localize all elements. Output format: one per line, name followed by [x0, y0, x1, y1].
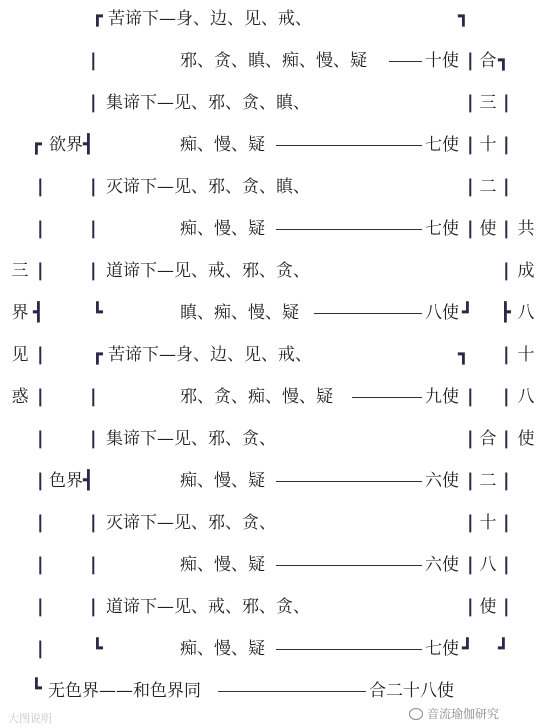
- bracket-join: ┫: [83, 134, 94, 155]
- bracket-vertical: |: [37, 638, 44, 659]
- bracket-vertical: |: [467, 428, 474, 449]
- total-text: 九使: [425, 387, 459, 407]
- bracket-vertical: |: [90, 512, 97, 533]
- realm-label: 色界: [49, 471, 83, 491]
- bracket-vertical: |: [503, 386, 510, 407]
- leader-line: [314, 313, 422, 314]
- bracket-vertical: |: [467, 50, 474, 71]
- list-text: 痴、慢、疑: [180, 639, 265, 659]
- right-char: 合: [479, 429, 497, 449]
- bottom-total: 合二十八使: [369, 681, 454, 701]
- bracket-bottom: ┛: [462, 302, 473, 323]
- bracket-top: ┏: [31, 134, 42, 155]
- bracket-vertical: |: [90, 596, 97, 617]
- bracket-vertical: |: [503, 470, 510, 491]
- bracket-bottom: ┗: [92, 638, 103, 659]
- bracket-bottom: ┗: [31, 678, 42, 699]
- bracket-vertical: |: [503, 554, 510, 575]
- leader-line: [352, 397, 422, 398]
- list-text: 痴、慢、疑: [180, 555, 265, 575]
- bracket-vertical: |: [467, 218, 474, 239]
- bracket-top: ┓: [458, 344, 469, 365]
- outer-label-char: 惑: [11, 387, 29, 407]
- leader-line: [218, 691, 366, 692]
- text-line: 集谛下—见、邪、贪、: [106, 429, 276, 449]
- far-right-char: 十: [517, 345, 535, 365]
- right-char: 使: [479, 597, 497, 617]
- total-text: 六使: [425, 555, 459, 575]
- bracket-join: ┫: [33, 302, 44, 323]
- bracket-bottom: ┗: [92, 302, 103, 323]
- bracket-vertical: |: [90, 92, 97, 113]
- bracket-vertical: |: [467, 134, 474, 155]
- bracket-vertical: |: [467, 554, 474, 575]
- right-char: 三: [479, 93, 497, 113]
- leader-line: [276, 145, 422, 146]
- bracket-vertical: |: [467, 386, 474, 407]
- total-text: 六使: [425, 471, 459, 491]
- bracket-vertical: |: [467, 92, 474, 113]
- list-text: 瞋、痴、慢、疑: [180, 303, 299, 323]
- bracket-vertical: |: [37, 470, 44, 491]
- text-line: 灭谛下—见、邪、贪、: [106, 513, 276, 533]
- bracket-vertical: |: [467, 176, 474, 197]
- total-text: 八使: [425, 303, 459, 323]
- bracket-vertical: |: [90, 260, 97, 281]
- bracket-join: ┫: [83, 470, 94, 491]
- bracket-vertical: |: [467, 596, 474, 617]
- text-line: 苦谛下—身、边、见、戒、: [108, 9, 312, 29]
- total-text: 七使: [425, 639, 459, 659]
- bracket-vertical: |: [37, 218, 44, 239]
- bracket-vertical: |: [503, 218, 510, 239]
- bracket-vertical: |: [37, 386, 44, 407]
- total-text: 七使: [425, 135, 459, 155]
- right-char: 二: [479, 177, 497, 197]
- total-text: 七使: [425, 219, 459, 239]
- bracket-vertical: |: [37, 428, 44, 449]
- leader-line: [276, 481, 422, 482]
- bracket-vertical: |: [37, 596, 44, 617]
- right-char: 十: [479, 135, 497, 155]
- watermark-left: 大图说明: [8, 712, 52, 725]
- text-line: 苦谛下—身、边、见、戒、: [108, 345, 312, 365]
- text-line: 灭谛下—见、邪、贪、瞋、: [106, 177, 310, 197]
- bracket-vertical: |: [37, 554, 44, 575]
- bracket-vertical: |: [37, 176, 44, 197]
- far-right-char: 成: [517, 261, 535, 281]
- text-line: 道谛下—见、戒、邪、贪、: [106, 261, 310, 281]
- bracket-vertical: |: [503, 260, 510, 281]
- wechat-icon: [409, 708, 423, 720]
- total-text: 十使: [425, 51, 459, 71]
- bracket-top: ┏: [92, 344, 103, 365]
- bracket-vertical: |: [503, 176, 510, 197]
- list-text: 邪、贪、痴、慢、疑: [180, 387, 333, 407]
- bracket-bottom: ┛: [498, 638, 509, 659]
- list-text: 痴、慢、疑: [180, 219, 265, 239]
- bracket-vertical: |: [503, 134, 510, 155]
- bracket-vertical: |: [90, 386, 97, 407]
- bracket-bottom: ┛: [462, 638, 473, 659]
- bracket-top: ┓: [458, 6, 469, 27]
- leader-line: [276, 229, 422, 230]
- outer-label-char: 见: [11, 345, 29, 365]
- outer-label-char: 界: [11, 303, 29, 323]
- bracket-vertical: |: [503, 512, 510, 533]
- far-right-char: 八: [517, 387, 535, 407]
- outer-label-char: 三: [11, 261, 29, 281]
- bracket-top: ┏: [92, 6, 103, 27]
- bracket-vertical: |: [90, 218, 97, 239]
- list-text: 痴、慢、疑: [180, 471, 265, 491]
- bracket-vertical: |: [37, 344, 44, 365]
- bracket-vertical: |: [90, 554, 97, 575]
- bracket-join: ┣: [500, 302, 511, 323]
- right-char: 八: [479, 555, 497, 575]
- right-char: 十: [479, 513, 497, 533]
- far-right-char: 共: [517, 219, 535, 239]
- far-right-char: 使: [517, 429, 535, 449]
- leader-line: [276, 565, 422, 566]
- right-char: 二: [479, 471, 497, 491]
- text-line: 集谛下—见、邪、贪、瞋、: [106, 93, 310, 113]
- bracket-vertical: |: [467, 470, 474, 491]
- bracket-vertical: |: [503, 344, 510, 365]
- text-line: 道谛下—见、戒、邪、贪、: [106, 597, 310, 617]
- bracket-vertical: |: [467, 512, 474, 533]
- leader-line: [389, 61, 422, 62]
- bracket-vertical: |: [503, 92, 510, 113]
- bracket-vertical: |: [90, 428, 97, 449]
- realm-label: 欲界: [49, 135, 83, 155]
- bracket-vertical: |: [503, 596, 510, 617]
- watermark-right: 音流瑜伽研究: [427, 707, 500, 721]
- bracket-top: ┓: [498, 50, 509, 71]
- bracket-vertical: |: [503, 428, 510, 449]
- bracket-vertical: |: [90, 50, 97, 71]
- right-char: 使: [479, 219, 497, 239]
- leader-line: [276, 649, 422, 650]
- bracket-vertical: |: [37, 260, 44, 281]
- bracket-vertical: |: [37, 512, 44, 533]
- list-text: 痴、慢、疑: [180, 135, 265, 155]
- bottom-text: 无色界——和色界同: [48, 681, 201, 701]
- bracket-vertical: |: [90, 176, 97, 197]
- list-text: 邪、贪、瞋、痴、慢、疑: [180, 51, 367, 71]
- right-char: 合: [479, 51, 497, 71]
- far-right-char: 八: [517, 303, 535, 323]
